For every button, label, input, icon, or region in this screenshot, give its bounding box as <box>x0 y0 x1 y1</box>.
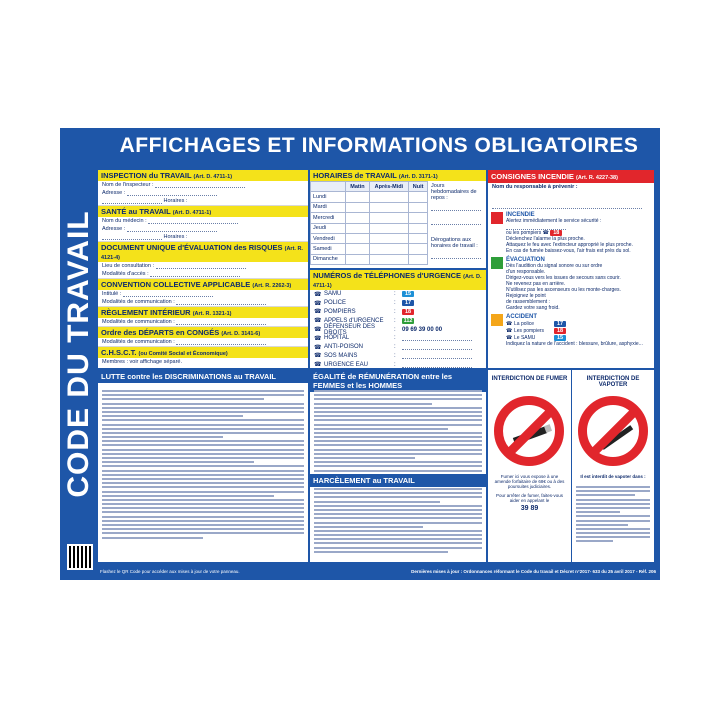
accident-number: 18 <box>554 328 566 334</box>
accident-line <box>506 327 646 334</box>
vapoter-text: Il est interdit de vapoter dans : <box>580 474 646 479</box>
incendie-num: 18 <box>550 230 562 236</box>
accident-section <box>488 314 654 347</box>
horaires-repos: Jours hebdomadaires de repos : <box>431 183 477 201</box>
day-jeudi: Jeudi <box>311 223 346 233</box>
convention-ref: (Art. R. 2262-3) <box>252 283 292 289</box>
day-mercredi: Mercredi <box>311 213 346 223</box>
urgence-number <box>402 335 472 341</box>
accident-line <box>506 334 646 341</box>
evac-l4: N'utilisez pas les ascenseurs ou les monte-charges. <box>506 287 621 293</box>
urgence-number: 18 <box>402 309 414 315</box>
convention-section <box>98 279 308 307</box>
inspection-l1: Nom de l'inspecteur : <box>102 182 154 188</box>
no-vaping-icon <box>578 396 648 466</box>
urgence-item: ☎ POLICE : 17 <box>310 299 486 308</box>
phone-icon: ☎ <box>506 327 513 334</box>
phone-icon: ☎ <box>314 327 322 334</box>
inspection-l2: Adresse : <box>102 190 126 196</box>
departs-l1: Modalités de communication : <box>102 339 175 345</box>
day-samedi: Samedi <box>311 244 346 254</box>
urgence-number <box>402 353 472 359</box>
urgence-item: ☎ ANTI-POISON : <box>310 343 486 352</box>
phone-icon: ☎ <box>314 344 322 351</box>
day-dimanche: Dimanche <box>311 254 346 264</box>
reglement-ref: (Art. R. 1321-1) <box>192 311 232 317</box>
qr-code-icon <box>67 544 93 570</box>
chsct-title: C.H.S.C.T. <box>101 348 137 357</box>
urgence-name: POLICE <box>324 300 347 307</box>
urgence-name: URGENCE EAU <box>324 361 369 368</box>
convention-l2: Modalités de communication : <box>102 299 175 305</box>
inspection-section <box>98 170 308 206</box>
fumer-panel <box>488 370 572 562</box>
poster <box>60 128 660 580</box>
phone-icon: ☎ <box>314 335 322 342</box>
reglement-section <box>98 307 308 327</box>
incendie-l4: En cas de fumée baissez-vous, l'air frais est près du sol. <box>506 248 631 254</box>
urgence-name: SAMU <box>324 291 342 298</box>
evac-l1: d'un responsable. <box>506 269 546 275</box>
chsct-l1: Membres : voir affichage séparé. <box>102 359 182 365</box>
fumer-text2: Pour arrêter de fumer, faites-vous aider en appelant le <box>495 493 564 503</box>
discrim-text <box>102 390 304 541</box>
day-vendredi: Vendredi <box>311 233 346 243</box>
col-apres-midi: Après-Midi <box>369 182 409 192</box>
side-banner <box>60 128 98 580</box>
fumer-title: INTERDICTION DE FUMER <box>491 376 568 382</box>
egalite-panel <box>310 370 486 562</box>
inspection-title: INSPECTION du TRAVAIL <box>101 171 192 180</box>
incendie-l3: Attaquez le feu avec l'extincteur approprié le plus proche. <box>506 242 633 248</box>
sante-section <box>98 206 308 242</box>
urgence-name: HÔPITAL <box>324 335 350 342</box>
evac-l2: Dirigez-vous vers les issues de secours sans courir. <box>506 275 621 281</box>
fumer-text: Fumer ici vous expose à une amende forfaitaire de 68€ ou à des poursuites judiciaires. <box>494 474 565 489</box>
incendie-l1: ou les pompiers <box>506 230 542 236</box>
urgence-name: DÉFENSEUR DES DROITS <box>324 323 376 336</box>
evacuation-section <box>488 257 654 311</box>
inspection-l3: Horaires : <box>163 198 188 204</box>
exit-icon <box>491 257 503 269</box>
inspection-ref: (Art. D. 4711-1) <box>193 174 233 180</box>
urgence-number <box>402 344 472 350</box>
horaires-derog: Dérogations aux horaires de travail : <box>431 237 478 249</box>
accident-note: Indiquez la nature de l'accident : blessure, brûlure, asphyxie... <box>506 341 643 347</box>
phone-icon: ☎ <box>314 318 322 325</box>
day-lundi: Lundi <box>311 192 346 202</box>
convention-l1: Intitulé : <box>102 291 122 297</box>
urgence-item: ☎ SAMU : 15 <box>310 290 486 299</box>
urgence-number: 15 <box>402 291 414 297</box>
sante-l1: Nom du médecin : <box>102 218 147 224</box>
evac-l7: Gardez votre sang froid. <box>506 305 560 311</box>
sante-l2: Adresse : <box>102 226 126 232</box>
extinguisher-icon <box>491 212 503 224</box>
accident-number: 15 <box>554 335 566 341</box>
evac-l6: de rassemblement : <box>506 299 550 305</box>
accident-name: Les pompiers <box>514 327 545 334</box>
urgence-panel <box>310 270 486 368</box>
discrim-title: LUTTE contre les DISCRIMINATIONS au TRAVAIL <box>98 370 308 383</box>
col-nuit: Nuit <box>409 182 428 192</box>
reglement-l1: Modalités de communication : <box>102 319 175 325</box>
urgence-number: 09 69 39 00 00 <box>402 326 443 333</box>
incendie-title: INCENDIE <box>506 212 535 218</box>
harcelement-title: HARCÈLEMENT au TRAVAIL <box>310 474 486 487</box>
vapoter-panel <box>572 370 654 562</box>
chsct-ref: (ou Comité Social et Économique) <box>138 351 228 357</box>
urgence-item: ☎ SOS MAINS : <box>310 352 486 361</box>
chsct-section <box>98 347 308 366</box>
consignes-panel <box>488 170 654 368</box>
urgence-item: ☎ DÉFENSEUR DES DROITS : 09 69 39 00 00 <box>314 323 443 336</box>
evac-l3: Ne revenez pas en arrière. <box>506 281 566 287</box>
consignes-title: CONSIGNES INCENDIE <box>491 172 574 181</box>
phone-icon: ☎ <box>314 309 322 316</box>
egalite-title: ÉGALITÉ de RÉMUNÉRATION entre les FEMMES et les HOMMES <box>310 370 486 392</box>
evacuation-title: ÉVACUATION <box>506 257 545 263</box>
document-section <box>98 242 308 279</box>
footer-left: Flashez le QR Code pour accéder aux mises à jour de votre panneau. <box>100 569 240 574</box>
urgence-number <box>402 362 472 368</box>
footer-right: Dernières mises à jour : Ordonnances réformant le Code du travail et Décret n°2017- 633 du 25 avril 2017 - Réf. 206 <box>411 569 656 574</box>
phone-icon: ☎ <box>506 320 513 327</box>
urgence-name: POMPIERS <box>324 308 356 315</box>
urgence-item: ☎ HÔPITAL : <box>310 334 486 343</box>
egalite-text <box>314 390 482 474</box>
phone-icon: ☎ <box>314 362 322 368</box>
side-title: CODE DU TRAVAIL <box>62 210 95 498</box>
incendie-section: INCENDIE Alertez immédiatement le service sécurité : ou les pompiers ☎ 18 Déclenchez l'alarme la plus proche. Attaquez le feu avec l'extincteur approprié le plus proche. En cas de fumée baissez-vous, l'air frais est près du sol. <box>488 212 654 254</box>
accident-name: La police <box>514 320 535 327</box>
urgence-item: ☎ POMPIERS : 18 <box>310 308 486 317</box>
urgence-name: ANTI-POISON <box>324 344 364 351</box>
incendie-l2: Déclenchez l'alarme la plus proche. <box>506 236 585 242</box>
document-l1: Lieu de consultation : <box>102 263 154 269</box>
departs-ref: (Art. D. 3141-6) <box>221 331 261 337</box>
urgence-number: 17 <box>402 300 414 306</box>
horaires-table <box>310 181 428 265</box>
vapoter-list <box>576 486 650 545</box>
main-title: AFFICHAGES ET INFORMATIONS OBLIGATOIRES <box>119 134 639 157</box>
urgence-name: APPELS d'URGENCE <box>324 317 384 324</box>
consignes-ref: (Art. R. 4227-38) <box>576 175 618 181</box>
left-info-panel <box>98 170 308 368</box>
urgence-title: NUMÉROS de TÉLÉPHONES d'URGENCE <box>313 271 462 280</box>
sante-ref: (Art. D. 4711-1) <box>172 210 212 216</box>
departs-section <box>98 327 308 347</box>
urgence-item: ☎ APPELS d'URGENCE : 112 <box>314 317 413 325</box>
harcelement-text <box>314 488 482 555</box>
document-l2: Modalités d'accès : <box>102 271 149 277</box>
no-smoking-icon <box>494 396 564 466</box>
departs-title: Ordre des DÉPARTS en CONGÉS <box>101 328 220 337</box>
urgence-ref: (Art. D. 4711-1) <box>313 274 482 289</box>
accident-number: 17 <box>554 321 566 327</box>
day-mardi: Mardi <box>311 202 346 212</box>
document-title: DOCUMENT UNIQUE d'ÉVALUATION des RISQUES <box>101 243 283 252</box>
sante-l3: Horaires : <box>163 234 188 240</box>
urgence-item: ☎ URGENCE EAU : <box>310 360 486 368</box>
footer <box>98 565 660 580</box>
convention-title: CONVENTION COLLECTIVE APPLICABLE <box>101 280 251 289</box>
col-matin: Matin <box>346 182 369 192</box>
horaires-panel <box>310 170 486 268</box>
consignes-resp: Nom du responsable à prévenir : <box>492 184 578 190</box>
accident-line <box>506 320 646 327</box>
urgence-number: 112 <box>403 317 413 324</box>
sante-title: SANTÉ au TRAVAIL <box>101 207 171 216</box>
phone-icon: ☎ <box>314 291 322 298</box>
reglement-title: RÈGLEMENT INTÉRIEUR <box>101 308 191 317</box>
incendie-l0: Alertez immédiatement le service sécurité : <box>506 218 602 224</box>
horaires-title: HORAIRES de TRAVAIL <box>313 171 397 180</box>
urgence-list <box>310 290 486 368</box>
phone-icon: ☎ <box>314 353 322 360</box>
speaker-icon <box>491 314 503 326</box>
evac-l0: Dès l'audition du signal sonore ou sur ordre <box>506 263 603 269</box>
discrim-panel <box>98 370 308 562</box>
vapoter-title: INTERDICTION DE VAPOTER <box>586 376 640 388</box>
evac-l5: Rejoignez le point <box>506 293 546 299</box>
accident-title: ACCIDENT <box>506 314 537 320</box>
accident-lines <box>506 320 646 341</box>
fumer-num: 39 89 <box>520 505 539 512</box>
phone-icon: ☎ <box>506 334 513 341</box>
accident-name: Le SAMU <box>514 334 536 341</box>
phone-icon: ☎ <box>314 300 322 307</box>
urgence-name: SOS MAINS <box>324 352 358 359</box>
document-ref: (Art. R. 4121-4) <box>101 246 303 261</box>
horaires-ref: (Art. D. 3171-1) <box>398 174 438 180</box>
